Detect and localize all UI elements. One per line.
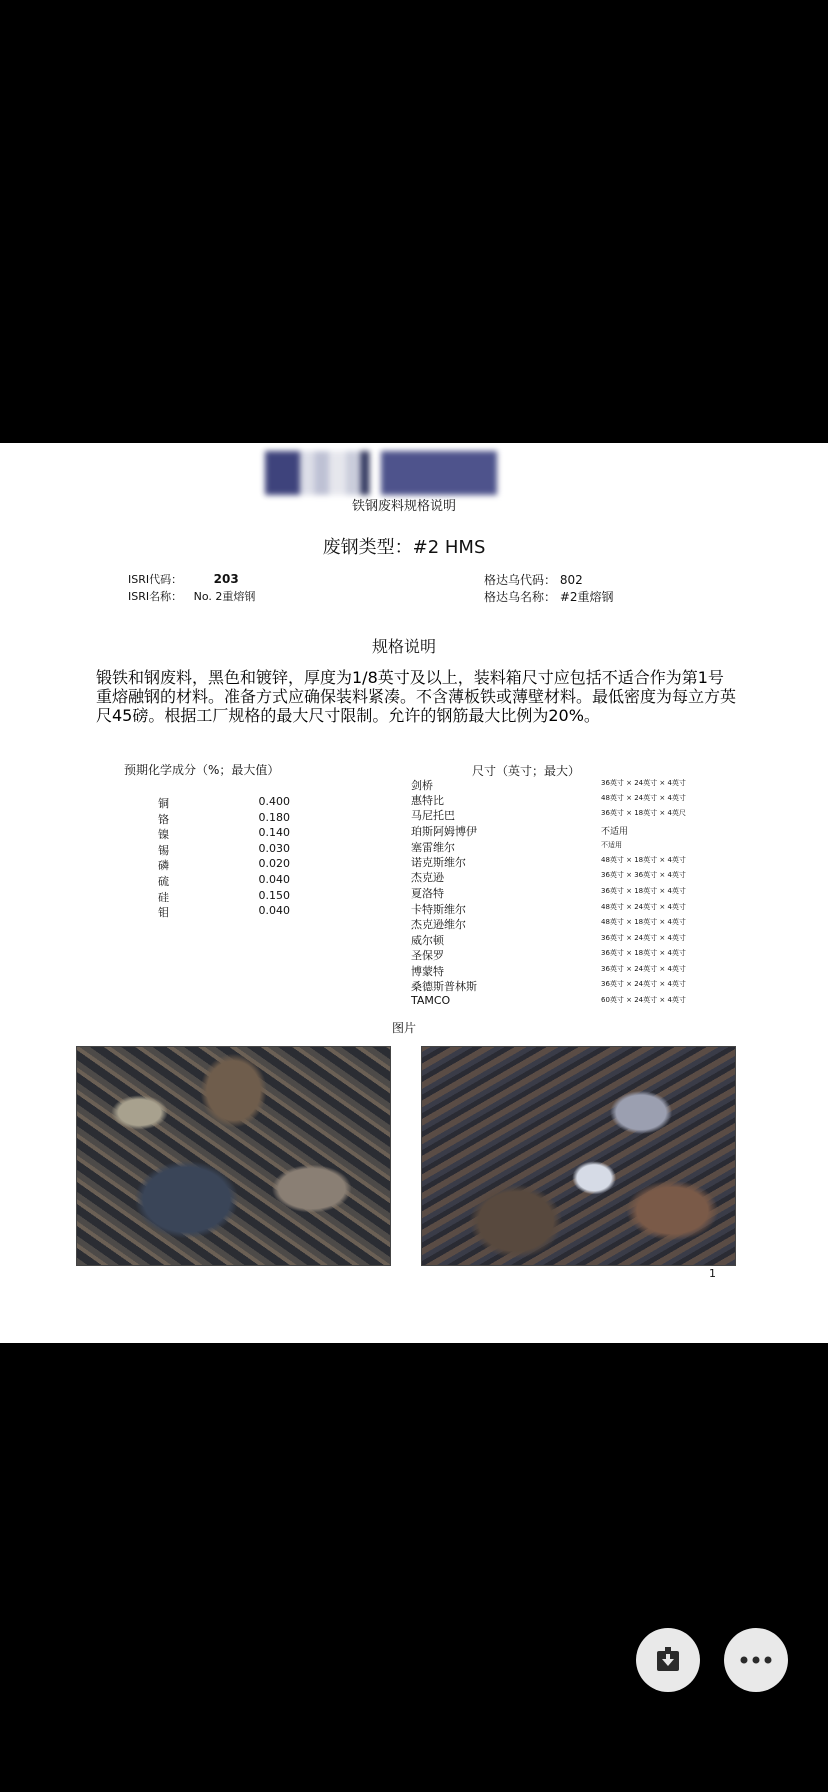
isri-name-row — [128, 588, 255, 604]
gerdau-name-row — [484, 588, 614, 605]
dim-row: 珀斯阿姆博伊 不适用 — [411, 825, 629, 838]
gerdau-code-label: 格达乌代码： — [484, 573, 557, 587]
dim-row: 博蒙特 36英寸 × 24英寸 × 4英寸 — [411, 965, 686, 978]
dimensions-title: 尺寸（英寸；最大） — [472, 764, 581, 778]
gerdau-name-label: 格达乌名称： — [484, 590, 557, 604]
dim-row: 惠特比 48英寸 × 24英寸 × 4英寸 — [411, 794, 686, 807]
isri-code-label: ISRI代码： — [128, 573, 183, 586]
dim-row: 诺克斯维尔 48英寸 × 18英寸 × 4英寸 — [411, 856, 686, 869]
spec-heading: 规格说明 — [371, 637, 436, 656]
gerdau-code-row — [484, 571, 583, 588]
dim-row: 马尼托巴 36英寸 × 18英寸 × 4英尺 — [411, 809, 686, 822]
dim-row: 夏洛特 36英寸 × 18英寸 × 4英寸 — [411, 887, 686, 900]
scrap-type-heading: 废钢类型：#2 HMS — [322, 537, 486, 558]
chem-row: 铜 0.400 — [158, 795, 290, 810]
chem-row: 硫 0.040 — [158, 873, 290, 888]
dim-row: 塞雷维尔 不适用 — [411, 841, 622, 854]
document-page — [0, 443, 828, 1343]
document-subtitle: 铁钢废料规格说明 — [351, 499, 456, 514]
gerdau-code-value: 802 — [559, 573, 583, 587]
save-button[interactable] — [636, 1628, 700, 1692]
dim-row: 卡特斯维尔 48英寸 × 24英寸 × 4英寸 — [411, 903, 686, 916]
gerdau-name-value: #2重熔钢 — [559, 590, 614, 604]
dim-row: 威尔顿 36英寸 × 24英寸 × 4英寸 — [411, 934, 686, 947]
dim-row: 圣保罗 36英寸 × 18英寸 × 4英寸 — [411, 949, 686, 962]
isri-code-row — [128, 571, 239, 587]
chemistry-title: 预期化学成分（%；最大值） — [124, 763, 280, 777]
chem-row: 镍 0.140 — [158, 826, 290, 841]
chem-row: 锡 0.030 — [158, 842, 290, 857]
dim-row: 剑桥 36英寸 × 24英寸 × 4英寸 — [411, 779, 686, 792]
chem-row: 钼 0.040 — [158, 904, 290, 919]
download-icon — [653, 1645, 683, 1675]
more-options-button[interactable] — [724, 1628, 788, 1692]
isri-code-value: 203 — [213, 572, 239, 586]
isri-name-label: ISRI名称： — [128, 590, 183, 603]
more-icon — [739, 1655, 773, 1665]
dim-row: 杰克逊 36英寸 × 36英寸 × 4英寸 — [411, 871, 686, 884]
dim-row: 杰克逊维尔 48英寸 × 18英寸 × 4英寸 — [411, 918, 686, 931]
dim-row: 桑德斯普林斯 36英寸 × 24英寸 × 4英寸 — [411, 980, 686, 993]
pictures-label: 图片 — [391, 1021, 416, 1035]
page-number: 1 — [709, 1267, 716, 1280]
isri-name-value: No. 2重熔钢 — [193, 590, 256, 603]
chem-row: 硅 0.150 — [158, 889, 290, 904]
chem-row: 磷 0.020 — [158, 857, 290, 872]
scrap-photo-right — [421, 1046, 736, 1266]
chem-row: 铬 0.180 — [158, 811, 290, 826]
dim-row: TAMCO 60英寸 × 24英寸 × 4英寸 — [411, 994, 686, 1007]
scrap-photo-left — [76, 1046, 391, 1266]
blurred-logo — [265, 451, 555, 495]
spec-text: 锻铁和钢废料，黑色和镀锌，厚度为1/8英寸及以上，装料箱尺寸应包括不适合作为第1号重熔融钢的材料。准备方式应确保装料紧凑。不含薄板铁或薄壁材料。最低密度为每立方英尺45磅。根据工厂规格的最大尺寸限制。允许的钢筋最大比例为20%。 — [96, 668, 737, 725]
